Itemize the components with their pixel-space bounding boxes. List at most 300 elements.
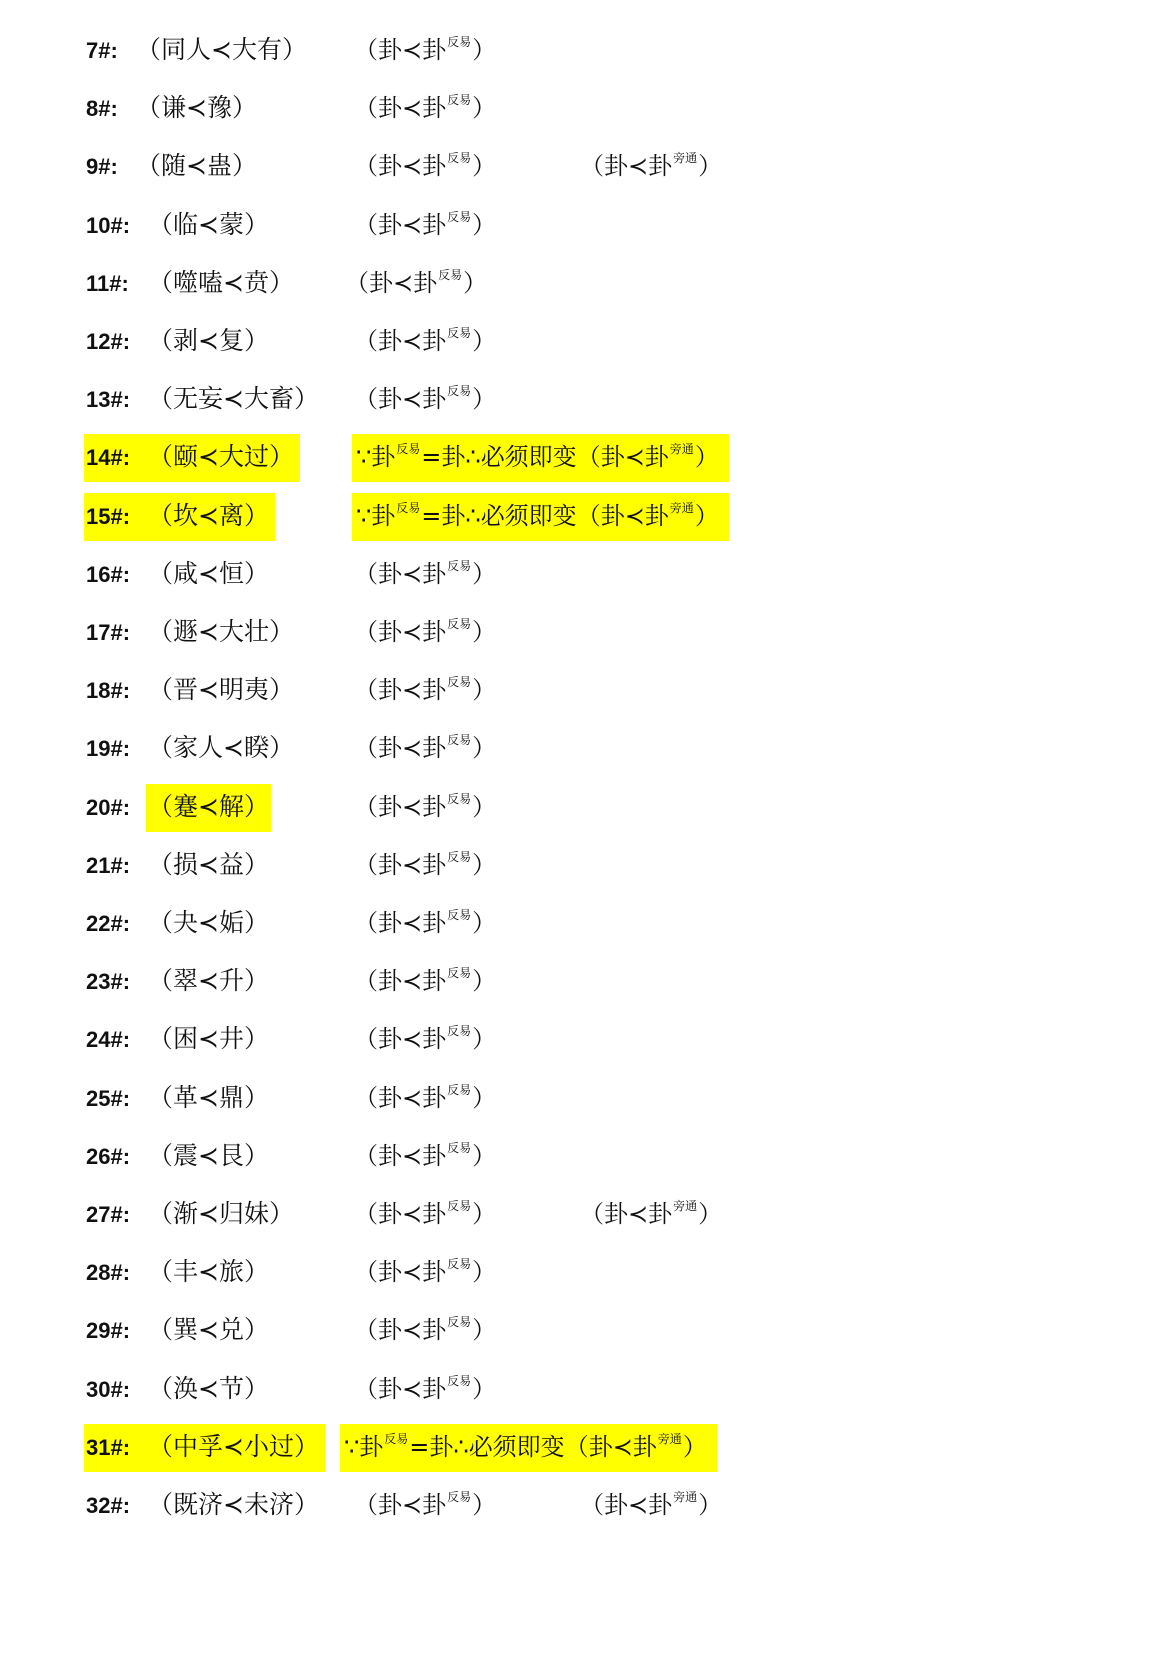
fanyi-column — [354, 325, 496, 361]
gua-char: 卦 — [422, 1200, 447, 1228]
gua-char: 卦 — [378, 1258, 402, 1286]
gua-char: 卦 — [378, 793, 402, 821]
less-than-symbol: ≺ — [402, 211, 423, 239]
list-item — [0, 1133, 1169, 1181]
gua-char: 卦 — [422, 211, 447, 239]
list-item — [0, 551, 1169, 599]
gua-char: 卦 — [378, 734, 402, 762]
paren-close: ） — [472, 1316, 497, 1344]
fanyi-formula — [354, 1258, 496, 1286]
therefore-symbol: ∴ — [465, 502, 481, 530]
hexagram-pair: （同人≺大有） — [136, 35, 307, 64]
list-item — [0, 260, 1169, 308]
entry-number: 22#: — [86, 911, 131, 936]
paren-close: ） — [472, 1025, 497, 1053]
less-than-symbol: ≺ — [402, 327, 423, 355]
fanyi-formula — [354, 1142, 496, 1170]
fanyi-superscript: 反易 — [447, 733, 472, 747]
hexagram-pair: （革≺鼎） — [148, 1083, 269, 1112]
paren-open: （ — [354, 1025, 378, 1053]
highlight-formula — [356, 500, 719, 536]
gua-char: 卦 — [422, 967, 447, 995]
paren-close: ） — [472, 385, 497, 413]
gua-char: 卦 — [378, 851, 402, 879]
paren-open: （ — [354, 1200, 378, 1228]
gua-char: 卦 — [604, 1200, 628, 1228]
entry-number: 12#: — [86, 329, 131, 354]
hexagram-pair: （翠≺升） — [148, 966, 269, 995]
hexagram-pair: （渐≺归妹） — [148, 1199, 294, 1228]
gua-char: 卦 — [359, 1433, 384, 1461]
less-than-symbol: ≺ — [402, 560, 423, 588]
fanyi-superscript: 反易 — [447, 617, 472, 631]
list-item — [0, 1366, 1169, 1414]
fanyi-formula — [354, 1200, 496, 1228]
paren-close: ） — [472, 909, 497, 937]
fanyi-formula — [354, 618, 496, 646]
list-item — [0, 900, 1169, 948]
fanyi-superscript: 反易 — [447, 850, 472, 864]
gua-char: 卦 — [378, 1375, 402, 1403]
less-than-symbol: ≺ — [402, 152, 423, 180]
gua-char: 卦 — [441, 502, 466, 530]
gua-char: 卦 — [422, 1258, 447, 1286]
list-item — [0, 376, 1169, 424]
fanyi-formula — [354, 1084, 496, 1112]
paren-close: ） — [472, 1258, 497, 1286]
less-than-symbol: ≺ — [402, 1025, 423, 1053]
paren-close: ） — [472, 560, 497, 588]
paren-close: ） — [463, 269, 488, 297]
highlight-formula — [356, 441, 719, 477]
less-than-symbol: ≺ — [402, 676, 423, 704]
gua-char: 卦 — [422, 152, 447, 180]
hexagram-pair: （夬≺姤） — [148, 908, 269, 937]
hexagram-pair: （剥≺复） — [148, 326, 269, 355]
fanyi-formula — [354, 1375, 496, 1403]
gua-char: 卦 — [378, 327, 402, 355]
fanyi-superscript: 反易 — [447, 1083, 472, 1097]
hexagram-pair: （蹇≺解） — [148, 792, 269, 821]
hexagram-pair: （涣≺节） — [148, 1374, 269, 1403]
gua-char: 卦 — [378, 36, 402, 64]
fanyi-formula — [354, 851, 496, 879]
fanyi-column — [354, 1373, 496, 1409]
gua-char: 卦 — [600, 502, 625, 530]
hexagram-pair: （随≺蛊） — [136, 151, 257, 180]
gua-char: 卦 — [369, 269, 393, 297]
paren-close: ） — [472, 94, 497, 122]
entry-number: 30#: — [86, 1377, 131, 1402]
fanyi-column — [354, 383, 496, 419]
entry-number: 25#: — [86, 1086, 131, 1111]
fanyi-column — [354, 965, 496, 1001]
fanyi-column — [354, 150, 496, 186]
paren-open: （ — [354, 385, 378, 413]
paren-open: （ — [354, 1142, 378, 1170]
less-than-symbol: ≺ — [402, 1142, 423, 1170]
fanyi-column — [354, 1023, 496, 1059]
paren-open: （ — [354, 36, 378, 64]
pangtong-superscript: 旁通 — [673, 151, 698, 165]
gua-char: 卦 — [644, 502, 669, 530]
list-item — [0, 1016, 1169, 1064]
list-item — [0, 1191, 1169, 1239]
fanyi-formula — [354, 967, 496, 995]
gua-char: 卦 — [422, 676, 447, 704]
entry-number: 29#: — [86, 1318, 131, 1343]
gua-char: 卦 — [429, 1433, 454, 1461]
gua-char: 卦 — [378, 1200, 402, 1228]
gua-char: 卦 — [648, 1491, 673, 1519]
less-than-symbol: ≺ — [628, 1491, 649, 1519]
paren-open: （ — [580, 1200, 604, 1228]
must-change-text: 必须即变 — [468, 1433, 565, 1461]
paren-open: （ — [354, 327, 378, 355]
gua-char: 卦 — [378, 94, 402, 122]
paren-open: （ — [354, 1084, 378, 1112]
entry-number: 7#: — [86, 38, 118, 63]
gua-char: 卦 — [604, 152, 628, 180]
less-than-symbol: ≺ — [402, 851, 423, 879]
entry-number: 8#: — [86, 96, 118, 121]
hexagram-pair: （临≺蒙） — [148, 210, 269, 239]
fanyi-column — [354, 616, 496, 652]
gua-char: 卦 — [600, 443, 625, 471]
fanyi-superscript: 反易 — [447, 210, 472, 224]
fanyi-superscript: 反易 — [396, 501, 421, 515]
less-than-symbol: ≺ — [402, 793, 423, 821]
hexagram-pair: （困≺井） — [148, 1024, 269, 1053]
gua-char: 卦 — [422, 618, 447, 646]
less-than-symbol: ≺ — [628, 152, 649, 180]
entry-number: 14#: — [86, 445, 131, 470]
fanyi-column — [354, 674, 496, 710]
pangtong-formula — [577, 502, 719, 530]
paren-close: ） — [472, 1491, 497, 1519]
fanyi-formula — [354, 385, 496, 413]
fanyi-superscript: 反易 — [396, 442, 421, 456]
fanyi-column — [354, 92, 496, 128]
hexagram-pair: （颐≺大过） — [148, 442, 294, 471]
list-item — [0, 1075, 1169, 1123]
entry-number: 26#: — [86, 1144, 131, 1169]
gua-char: 卦 — [378, 1084, 402, 1112]
fanyi-superscript: 反易 — [384, 1432, 409, 1446]
pangtong-superscript: 旁通 — [669, 501, 694, 515]
paren-open: （ — [580, 152, 604, 180]
list-item — [0, 434, 1169, 482]
paren-close: ） — [472, 676, 497, 704]
entry-number: 27#: — [86, 1202, 131, 1227]
equals-symbol: = — [409, 1433, 430, 1461]
hexagram-pair: （既济≺未济） — [148, 1490, 319, 1519]
because-symbol: ∵ — [356, 443, 372, 471]
gua-char: 卦 — [378, 1142, 402, 1170]
special-formula — [356, 502, 719, 530]
hexagram-pair: （遯≺大壮） — [148, 617, 294, 646]
pangtong-column — [580, 1489, 722, 1525]
list-item — [0, 493, 1169, 541]
paren-close: ） — [682, 1433, 707, 1461]
entry-number: 9#: — [86, 154, 118, 179]
less-than-symbol: ≺ — [402, 94, 423, 122]
paren-open: （ — [354, 618, 378, 646]
less-than-symbol: ≺ — [402, 967, 423, 995]
paren-open: （ — [564, 1433, 589, 1461]
paren-close: ） — [472, 1375, 497, 1403]
fanyi-superscript: 反易 — [447, 93, 472, 107]
paren-close: ） — [472, 793, 497, 821]
gua-char: 卦 — [648, 152, 673, 180]
paren-open: （ — [354, 1491, 378, 1519]
pangtong-formula — [577, 443, 719, 471]
gua-char: 卦 — [422, 327, 447, 355]
pangtong-superscript: 旁通 — [669, 442, 694, 456]
fanyi-column — [354, 558, 496, 594]
paren-close: ） — [698, 1200, 723, 1228]
gua-char: 卦 — [378, 560, 402, 588]
list-item — [0, 958, 1169, 1006]
hexagram-pair: （谦≺豫） — [136, 93, 257, 122]
entry-number: 28#: — [86, 1260, 131, 1285]
because-symbol: ∵ — [356, 502, 372, 530]
hexagram-pair: （丰≺旅） — [148, 1257, 269, 1286]
list-item — [0, 202, 1169, 250]
fanyi-superscript: 反易 — [447, 908, 472, 922]
gua-char: 卦 — [604, 1491, 628, 1519]
fanyi-column — [354, 791, 496, 827]
pangtong-formula — [580, 1200, 722, 1228]
paren-close: ） — [472, 1142, 497, 1170]
list-item — [0, 725, 1169, 773]
paren-close: ） — [698, 152, 723, 180]
must-change-text: 必须即变 — [480, 502, 577, 530]
list-item — [0, 1307, 1169, 1355]
highlight-formula — [344, 1431, 707, 1467]
paren-close: ） — [472, 327, 497, 355]
fanyi-column — [354, 34, 496, 70]
hexagram-pair: （家人≺睽） — [148, 733, 294, 762]
paren-open: （ — [354, 851, 378, 879]
less-than-symbol: ≺ — [402, 385, 423, 413]
paren-open: （ — [354, 793, 378, 821]
hexagram-pair: （无妄≺大畜） — [148, 384, 319, 413]
fanyi-column — [354, 732, 496, 768]
fanyi-formula — [354, 909, 496, 937]
less-than-symbol: ≺ — [393, 269, 414, 297]
entry-number: 13#: — [86, 387, 131, 412]
paren-close: ） — [472, 152, 497, 180]
fanyi-formula — [354, 734, 496, 762]
gua-char: 卦 — [441, 443, 466, 471]
paren-open: （ — [354, 734, 378, 762]
list-item — [0, 784, 1169, 832]
pangtong-superscript: 旁通 — [657, 1432, 682, 1446]
list-item — [0, 1249, 1169, 1297]
fanyi-superscript: 反易 — [447, 384, 472, 398]
because-symbol: ∵ — [344, 1433, 360, 1461]
pangtong-formula — [565, 1433, 707, 1461]
entry-number: 21#: — [86, 853, 131, 878]
paren-open: （ — [580, 1491, 604, 1519]
fanyi-formula — [354, 1491, 496, 1519]
fanyi-superscript: 反易 — [438, 268, 463, 282]
must-change-text: 必须即变 — [480, 443, 577, 471]
equals-symbol: = — [421, 443, 442, 471]
less-than-symbol: ≺ — [624, 443, 645, 471]
therefore-symbol: ∴ — [453, 1433, 469, 1461]
fanyi-superscript: 反易 — [447, 1257, 472, 1271]
fanyi-superscript: 反易 — [447, 559, 472, 573]
paren-open: （ — [345, 269, 369, 297]
list-item — [0, 143, 1169, 191]
gua-char: 卦 — [378, 967, 402, 995]
fanyi-column — [354, 209, 496, 245]
pangtong-column — [580, 1198, 722, 1234]
fanyi-superscript: 反易 — [447, 1490, 472, 1504]
gua-char: 卦 — [422, 94, 447, 122]
less-than-symbol: ≺ — [402, 734, 423, 762]
fanyi-superscript: 反易 — [447, 1315, 472, 1329]
fanyi-column — [354, 1489, 496, 1525]
fanyi-formula — [354, 793, 496, 821]
gua-char: 卦 — [378, 909, 402, 937]
less-than-symbol: ≺ — [628, 1200, 649, 1228]
less-than-symbol: ≺ — [612, 1433, 633, 1461]
hexagram-pair: （损≺益） — [148, 850, 269, 879]
gua-char: 卦 — [422, 1025, 447, 1053]
special-formula — [344, 1433, 707, 1461]
fanyi-column — [354, 849, 496, 885]
entry-number: 15#: — [86, 504, 131, 529]
entry-number: 16#: — [86, 562, 131, 587]
fanyi-formula — [354, 1316, 496, 1344]
gua-char: 卦 — [422, 1142, 447, 1170]
entry-number: 32#: — [86, 1493, 131, 1518]
entry-number: 23#: — [86, 969, 131, 994]
fanyi-superscript: 反易 — [447, 35, 472, 49]
less-than-symbol: ≺ — [402, 1258, 423, 1286]
entry-number: 11#: — [86, 271, 129, 296]
gua-char: 卦 — [422, 793, 447, 821]
gua-char: 卦 — [422, 1375, 447, 1403]
fanyi-column — [354, 1140, 496, 1176]
less-than-symbol: ≺ — [402, 1084, 423, 1112]
gua-char: 卦 — [422, 1316, 447, 1344]
paren-open: （ — [354, 676, 378, 704]
gua-char: 卦 — [422, 734, 447, 762]
list-item — [0, 318, 1169, 366]
paren-open: （ — [576, 502, 601, 530]
fanyi-formula — [345, 269, 487, 297]
hexagram-pair: （咸≺恒） — [148, 559, 269, 588]
paren-close: ） — [698, 1491, 723, 1519]
gua-char: 卦 — [378, 1025, 402, 1053]
gua-char: 卦 — [378, 618, 402, 646]
fanyi-column — [354, 907, 496, 943]
gua-char: 卦 — [378, 211, 402, 239]
gua-char: 卦 — [378, 1491, 402, 1519]
list-item — [0, 27, 1169, 75]
gua-char: 卦 — [632, 1433, 657, 1461]
fanyi-formula — [354, 211, 496, 239]
paren-close: ） — [472, 734, 497, 762]
paren-open: （ — [354, 1316, 378, 1344]
paren-open: （ — [354, 909, 378, 937]
entry-number: 10#: — [86, 213, 131, 238]
gua-char: 卦 — [378, 676, 402, 704]
paren-close: ） — [472, 1200, 497, 1228]
entry-number: 31#: — [86, 1435, 131, 1460]
fanyi-formula — [354, 560, 496, 588]
gua-char: 卦 — [378, 1316, 402, 1344]
fanyi-superscript: 反易 — [447, 1141, 472, 1155]
list-item — [0, 842, 1169, 890]
gua-char: 卦 — [422, 1491, 447, 1519]
paren-close: ） — [472, 851, 497, 879]
entry-number: 17#: — [86, 620, 131, 645]
fanyi-superscript: 反易 — [447, 1374, 472, 1388]
gua-char: 卦 — [378, 152, 402, 180]
fanyi-superscript: 反易 — [447, 1024, 472, 1038]
entry-number: 20#: — [86, 795, 131, 820]
pangtong-superscript: 旁通 — [673, 1490, 698, 1504]
entry-number: 19#: — [86, 736, 131, 761]
gua-char: 卦 — [413, 269, 438, 297]
paren-open: （ — [354, 211, 378, 239]
fanyi-column — [354, 1256, 496, 1292]
less-than-symbol: ≺ — [402, 36, 423, 64]
less-than-symbol: ≺ — [402, 1316, 423, 1344]
fanyi-formula — [354, 94, 496, 122]
less-than-symbol: ≺ — [402, 1375, 423, 1403]
paren-open: （ — [354, 94, 378, 122]
paren-open: （ — [354, 967, 378, 995]
fanyi-formula — [354, 1025, 496, 1053]
fanyi-formula — [354, 36, 496, 64]
paren-open: （ — [576, 443, 601, 471]
fanyi-column — [354, 1082, 496, 1118]
paren-close: ） — [472, 36, 497, 64]
paren-close: ） — [472, 1084, 497, 1112]
gua-char: 卦 — [422, 1084, 447, 1112]
hexagram-pair: （噬嗑≺贲） — [148, 268, 294, 297]
fanyi-superscript: 反易 — [447, 151, 472, 165]
gua-char: 卦 — [378, 385, 402, 413]
pangtong-formula — [580, 1491, 722, 1519]
less-than-symbol: ≺ — [402, 1200, 423, 1228]
gua-char: 卦 — [371, 502, 396, 530]
gua-char: 卦 — [422, 851, 447, 879]
fanyi-superscript: 反易 — [447, 326, 472, 340]
gua-char: 卦 — [644, 443, 669, 471]
paren-open: （ — [354, 1258, 378, 1286]
gua-char: 卦 — [648, 1200, 673, 1228]
gua-char: 卦 — [422, 36, 447, 64]
fanyi-formula — [354, 327, 496, 355]
paren-close: ） — [694, 502, 719, 530]
special-formula — [356, 443, 719, 471]
gua-char: 卦 — [371, 443, 396, 471]
less-than-symbol: ≺ — [624, 502, 645, 530]
equals-symbol: = — [421, 502, 442, 530]
hexagram-pair: （晋≺明夷） — [148, 675, 294, 704]
paren-open: （ — [354, 560, 378, 588]
list-item — [0, 1424, 1169, 1472]
pangtong-column — [580, 150, 722, 186]
hexagram-pair: （坎≺离） — [148, 501, 269, 530]
